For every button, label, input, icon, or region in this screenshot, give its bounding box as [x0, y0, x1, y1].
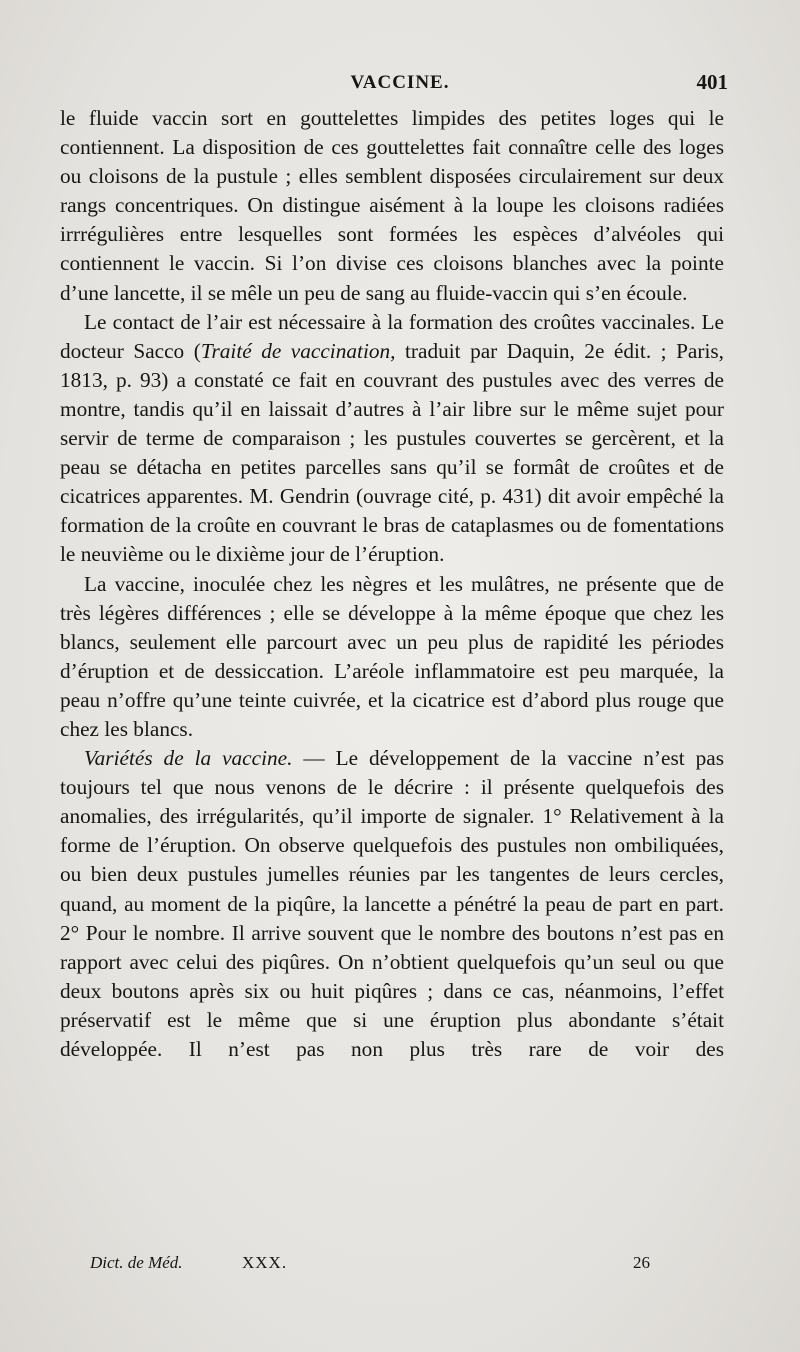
paragraph-text: traduit par Daquin, 2e édit. ; Paris, 1813, p. 93) a constaté ce fait en couvrant des pustules avec des verres de montre, tandis qu’il en laissait d’autres à l’air libre sur le même sujet pour servir de terme de comparaison ; les pustules couvertes se gercèrent, et la peau se détacha en petites parcelles sans qu’il se formât de croûtes et de cicatrices apparentes. M. Gendrin (ouvrage cité, p. 431) dit avoir empêché la formation de la croûte en couvrant le bras de cataplasmes ou de fomentations le neuvième ou le dixième jour de l’éruption.	[60, 338, 724, 567]
running-head	[60, 72, 740, 102]
running-title: VACCINE.	[350, 72, 450, 93]
paragraph-text: — Le développement de la vaccine n’est pas toujours tel que nous venons de le décrire : il présente quelquefois des anomalies, des irrégularités, qu’il importe de signaler. 1° Relativement à la forme de l’éruption. On observe quelquefois des pustules non ombiliquées, ou bien deux pustules jumelles réunies par les tangentes de leurs cercles, quand, au moment de la piqûre, la lancette a pénétré la peau de part en part. 2° Pour le nombre. Il arrive souvent que le nombre des boutons n’est pas en rapport avec celui des piqûres. On n’obtient quelquefois qu’un seul ou que deux boutons après six ou huit piqûres ; dans ce cas, néanmoins, l’effet préservatif est le même que si une éruption plus abondante s’était développée. Il n’est pas non plus très rare de voir des	[60, 746, 724, 1061]
paragraph-text: le fluide vaccin sort en gouttelettes limpides des petites loges qui le contiennent. La disposition de ces gouttelettes fait connaître celle des loges ou cloisons de la pustule ; elles semblent disposées circulairement sur deux rangs concentriques. On distingue aisément à la loupe les cloisons radiées irrrégulières entre lesquelles sont formées les espèces d’alvéoles qui contiennent le vaccin. Si l’on divise ces cloisons blanches avec la pointe d’une lancette, il se mêle un peu de sang au fluide-vaccin qui s’en écoule.	[60, 106, 724, 305]
sheet-number: 26	[633, 1253, 650, 1272]
volume-number: XXX.	[242, 1253, 288, 1272]
paragraph-air-contact	[60, 308, 724, 570]
paragraph-continued	[60, 104, 724, 308]
signature-mark: Dict. de Méd.	[90, 1253, 183, 1272]
paragraph-varieties	[60, 744, 724, 1064]
paragraph-text: Le contact de l’air est nécessaire à la formation des croûtes vaccinales. Le docteur Sacco (	[60, 309, 724, 363]
paragraph-skin-color	[60, 570, 724, 745]
section-heading: Variétés de la vaccine.	[84, 746, 293, 771]
body-text	[60, 104, 724, 1064]
page-number: 401	[696, 70, 728, 94]
page-footer	[60, 1253, 724, 1279]
cited-work-title: Traité de vaccination,	[200, 338, 396, 363]
paragraph-text: La vaccine, inoculée chez les nègres et les mulâtres, ne présente que de très légères différences ; elle se développe à la même époque que chez les blancs, seulement elle parcourt avec un peu plus de rapidité les périodes d’éruption et de dessiccation. L’aréole inflammatoire est peu marquée, la peau n’offre qu’une teinte cuivrée, et la cicatrice est d’abord plus rouge que chez les blancs.	[60, 571, 724, 741]
